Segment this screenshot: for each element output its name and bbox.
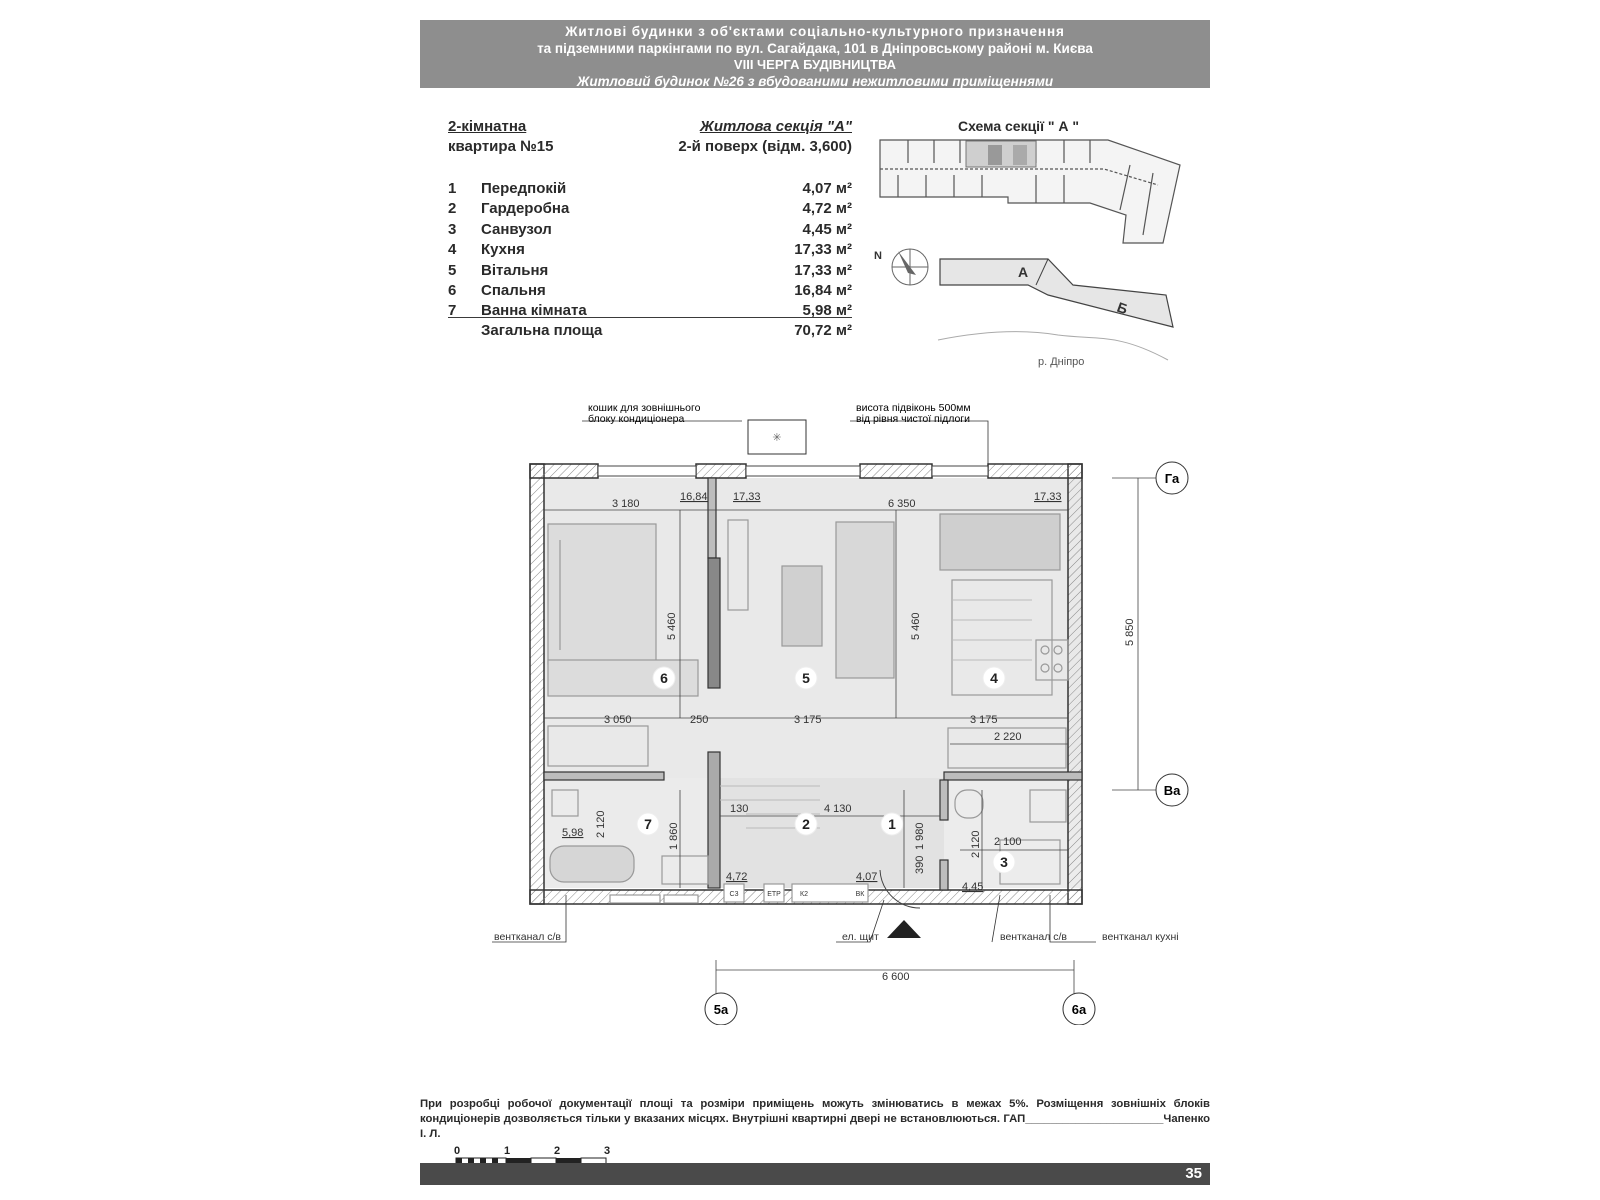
dim-1860: 1 860 [668,822,680,850]
room-name: Спальня [481,282,546,299]
room-row [448,302,852,322]
scale-label-2: 2 [554,1145,561,1157]
dim-250: 250 [690,714,709,726]
section-scheme [868,135,1213,375]
section-b-label: Б [1114,298,1130,318]
svg-text:5: 5 [802,670,810,686]
vent-bath-right-label: вентканал с/в [1000,931,1067,943]
project-title: Житлові будинки з об'єктами соціально-культурного призначення [565,24,1065,39]
dim-2120-wc: 2 120 [970,830,982,858]
room-marker-2 [795,813,817,835]
svg-text:7: 7 [644,816,652,832]
dim-3175-living: 3 175 [794,714,822,726]
room-row [448,262,852,282]
axis-marker-va [1156,774,1188,806]
room-number: 5 [448,261,457,279]
room-row [448,200,852,220]
svg-text:Ва: Ва [1163,783,1181,798]
axis-marker-5a [705,993,737,1025]
room-marker-5 [795,667,817,689]
total-divider [448,317,852,318]
room-area: 4,72 м² [802,200,852,218]
room-row [448,221,852,241]
section-label: Житлова секція "А" [699,118,852,135]
room-name: Вітальня [481,261,549,279]
dim-390: 390 [914,855,926,874]
room-area: 4,45 м² [802,220,852,238]
scale-label-0: 0 [454,1145,461,1157]
dim-2220: 2 220 [994,731,1022,743]
dim-5850: 5 850 [1124,618,1136,646]
area-label-living: 17,33 [733,491,761,503]
section-a-label: А [1018,264,1029,280]
room-number: 4 [448,241,457,259]
room-area: 5,98 м² [802,302,852,320]
svg-text:6а: 6а [1071,1002,1087,1017]
dim-3180: 3 180 [612,498,640,510]
dim-5460-left: 5 460 [666,612,678,640]
svg-text:5а: 5а [713,1002,729,1017]
sill-note-line1: висота підвіконь 500мм [856,402,971,414]
page-number: 35 [1185,1165,1202,1182]
room-name: Ванна кімната [481,302,587,320]
shaft-vk: ВК [855,891,865,898]
footer-bar [420,1163,1210,1185]
area-label-kitchen: 17,33 [1034,491,1062,503]
room-marker-4 [983,667,1005,689]
room-marker-7 [637,813,659,835]
total-area-value: 70,72 м² [794,322,852,339]
construction-stage: VIII ЧЕРГА БУДІВНИЦТВА [733,57,897,72]
shaft-k2: К2 [800,891,808,898]
dim-3175-kitchen: 3 175 [970,714,998,726]
room-area: 4,07 м² [802,180,852,197]
room-row [448,241,852,261]
total-area-label: Загальна площа [481,322,603,339]
floor-label: 2-й поверх (відм. 3,600) [678,138,852,155]
area-label-wardrobe: 4,72 [726,871,748,883]
room-number: 2 [448,200,457,218]
room-number: 1 [448,180,457,197]
svg-text:4: 4 [990,670,998,686]
area-label-wc: 4,45 [962,881,984,893]
floor-plan [0,395,1600,1025]
svg-text:2: 2 [802,816,810,832]
room-row [448,282,852,302]
room-number: 6 [448,282,457,299]
dim-6350: 6 350 [888,498,916,510]
room-area: 16,84 м² [794,282,852,299]
area-label-hall: 4,07 [856,871,878,883]
svg-text:6: 6 [660,670,668,686]
room-name: Кухня [481,241,525,259]
north-arrow-icon [892,249,928,285]
apartment-type: 2-кімнатна [448,118,527,135]
footer-note: При розробці робочої документації площі та розміри приміщень можуть змінюватись в межах 5%. Розміщення зовнішніх блоків кондиціонерів дозволяється тільки у вказаних місцях. Внутрішні квартирні двері не встановлюються. ГАП______________________Чапенко І. Л. [420,1098,1210,1140]
dim-4130: 4 130 [824,803,852,815]
room-number: 7 [448,302,457,320]
dim-2120-bath: 2 120 [595,810,607,838]
room-name: Санвузол [481,220,552,238]
sill-note-line2: від рівня чистої підлоги [856,413,970,425]
electric-panel-label: ел. щит [842,931,879,943]
room-name: Передпокій [481,180,567,197]
dim-1980: 1 980 [914,822,926,850]
room-row [448,180,852,200]
room-marker-6 [653,667,675,689]
vent-bath-left-label: вентканал с/в [494,931,561,943]
shaft-etr: ЕТР [767,891,781,898]
scale-label-1: 1 [504,1145,511,1157]
apartment-number: квартира №15 [448,138,554,155]
room-marker-3 [993,851,1015,873]
dim-2100: 2 100 [994,836,1022,848]
svg-text:Га: Га [1164,471,1180,486]
dim-3050: 3 050 [604,714,632,726]
dim-5460-right: 5 460 [910,612,922,640]
north-label: N [874,250,882,262]
axis-marker-6a [1063,993,1095,1025]
document-header [420,20,1210,88]
dim-6600: 6 600 [882,971,910,983]
scheme-title: Схема секції " А " [958,118,1080,134]
room-number: 3 [448,220,457,238]
room-name: Гардеробна [481,200,570,218]
river-label: р. Дніпро [1038,356,1085,368]
scale-label-3: 3 [604,1145,611,1157]
area-label-bathroom: 5,98 [562,827,584,839]
room-area: 17,33 м² [794,261,852,279]
ac-note-line2: блоку кондиціонера [588,413,685,425]
axis-marker-ga [1156,462,1188,494]
building-title: Житловий будинок №26 з вбудованими нежитловими приміщеннями [576,73,1054,89]
shaft-c3: С3 [729,891,739,898]
svg-text:✳: ✳ [772,432,782,444]
vent-kitchen-label: вентканал кухні [1102,931,1179,943]
ac-note-line1: кошик для зовнішнього [588,402,701,414]
dim-130: 130 [730,803,749,815]
room-area: 17,33 м² [794,241,852,259]
project-address: та підземними паркінгами по вул. Сагайдака, 101 в Дніпровському районі м. Києва [537,40,1093,56]
svg-text:3: 3 [1000,854,1008,870]
room-marker-1 [881,813,903,835]
area-label-bedroom: 16,84 [680,491,708,503]
svg-text:1: 1 [888,816,896,832]
